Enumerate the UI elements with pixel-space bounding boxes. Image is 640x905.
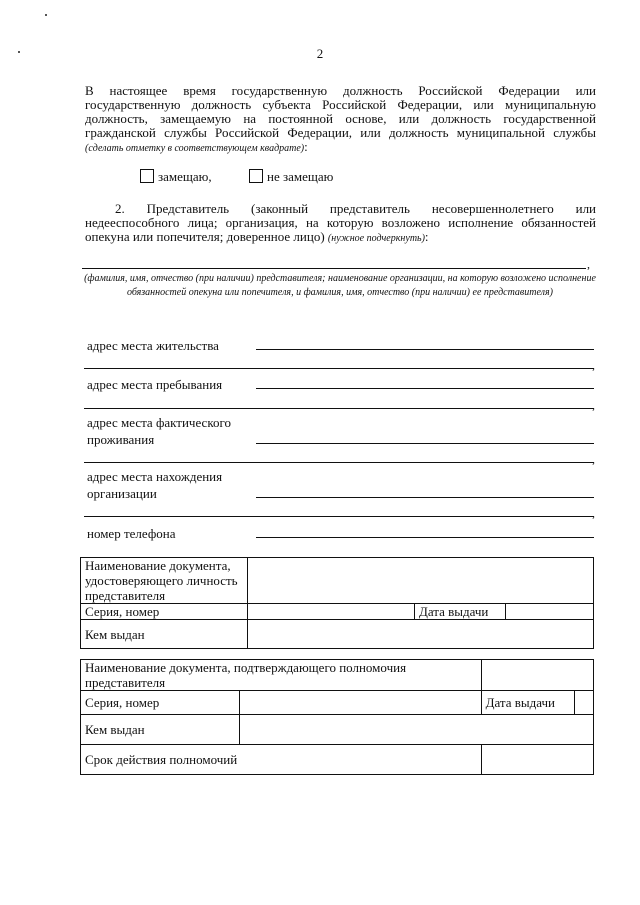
- section2-number: 2.: [115, 201, 125, 216]
- actual-address-line-1[interactable]: [256, 443, 594, 444]
- auth-issued-by-field[interactable]: [240, 715, 594, 745]
- residence-address-line-2[interactable]: [84, 368, 594, 369]
- section2-text: Представитель (законный представитель несовершеннолетнего или недееспособного лица; организация, на которую возложено исполнение обязанностей опекуна или попечителя; доверенное лицо): [85, 201, 597, 244]
- auth-doc-name-field[interactable]: [481, 660, 593, 691]
- phone-line[interactable]: [256, 537, 594, 538]
- id-doc-name-label: Наименование документа, удостоверяющего личность представителя: [81, 558, 248, 604]
- id-issued-by-field[interactable]: [248, 620, 594, 649]
- actual-address-line-2[interactable]: [84, 462, 594, 463]
- auth-validity-label: Срок действия полномочий: [81, 745, 482, 775]
- authority-document-table: [80, 659, 594, 775]
- section2-paragraph: 2. Представитель (законный представитель несовершеннолетнего или недееспособного лица; организация, на которую возложено исполнение обязанностей опекуна или попечителя; доверенное лицо) (нужное подчеркнуть):: [85, 201, 597, 244]
- section2-note: (нужное подчеркнуть): [327, 233, 425, 244]
- auth-issue-date-field[interactable]: [574, 691, 593, 715]
- auth-doc-name-label: Наименование документа, подтверждающего полномочия представителя: [81, 660, 482, 691]
- auth-validity-field[interactable]: [481, 745, 593, 775]
- id-issued-by-label: Кем выдан: [81, 620, 248, 649]
- id-issue-date-field[interactable]: [506, 604, 594, 620]
- label-stay-address: адрес места пребывания: [87, 377, 223, 392]
- auth-series-label: Серия, номер: [81, 691, 240, 715]
- section1-text: В настоящее время государственную должность Российской Федерации или государственную должность субъекта Российской Федерации, или муниципальную должность, замещаемую на постоянной основе, или должность государственной гражданской службы Российской Федерации, или должность муниципальной службы: [85, 83, 596, 140]
- id-doc-name-field[interactable]: [248, 558, 594, 604]
- option-hold-label: замещаю,: [158, 169, 212, 184]
- org-address-line-1[interactable]: [256, 497, 594, 498]
- option-hold[interactable]: [140, 169, 212, 185]
- auth-series-field[interactable]: [240, 691, 482, 715]
- representative-caption: (фамилия, имя, отчество (при наличии) представителя; наименование организации, на которую возложено исполнение обязанностей опекуна или попечителя, и фамилия, имя, отчество (при наличии) ее представителя): [84, 273, 596, 298]
- org-address-line-2[interactable]: [84, 516, 594, 517]
- section1-paragraph: В настоящее время государственную должность Российской Федерации или государственную должность субъекта Российской Федерации, или муниципальную должность, замещаемую на постоянной основе, или должность государственной гражданской службы Российской Федерации, или должность муниципальной службы (сделать отметку в соответствующем квадрате):: [85, 83, 596, 154]
- auth-issue-date-label: Дата выдачи: [481, 691, 574, 715]
- auth-issued-by-label: Кем выдан: [81, 715, 240, 745]
- checkbox-hold[interactable]: [140, 169, 154, 183]
- stay-address-line-2[interactable]: [84, 408, 594, 409]
- label-residence-address: адрес места жительства: [87, 338, 219, 353]
- option-not-hold[interactable]: [249, 169, 333, 185]
- label-actual-address: адрес места фактического проживания: [87, 415, 231, 447]
- label-org-address: адрес места нахождения организации: [87, 469, 223, 501]
- section1-note: (сделать отметку в соответствующем квадрате): [85, 143, 305, 154]
- id-issue-date-label: Дата выдачи: [415, 604, 506, 620]
- page-number: 2: [316, 46, 324, 61]
- scan-speck: [45, 14, 47, 16]
- identity-document-table: [80, 557, 594, 649]
- residence-address-line-1[interactable]: [256, 349, 594, 350]
- option-not-hold-label: не замещаю: [267, 169, 334, 184]
- label-phone: номер телефона: [87, 526, 176, 541]
- id-series-field[interactable]: [248, 604, 415, 620]
- checkbox-not-hold[interactable]: [249, 169, 263, 183]
- id-series-label: Серия, номер: [81, 604, 248, 620]
- stay-address-line-1[interactable]: [256, 388, 594, 389]
- representative-name-line[interactable]: [82, 268, 586, 269]
